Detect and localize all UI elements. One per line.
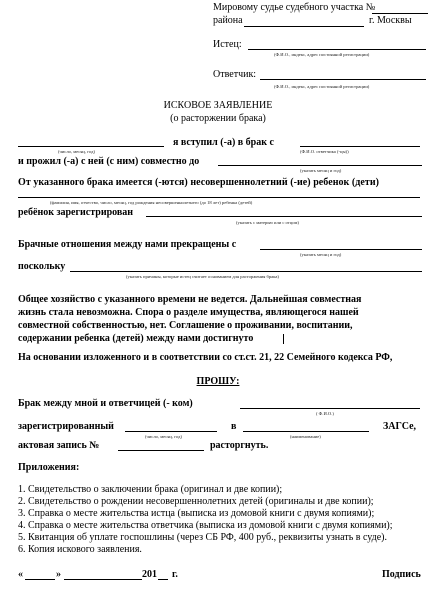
relations-ended-text: Брачные отношения между нами прекращены с — [18, 239, 237, 250]
paragraph-line-4: содержании ребенка (детей) между нами достигнуто — [18, 333, 254, 344]
zags-name-hint: (наименование) — [290, 434, 321, 439]
document-title: ИСКОВОЕ ЗАЯВЛЕНИЕ — [163, 100, 273, 111]
children-line[interactable] — [18, 197, 420, 198]
fio-hint: ( Ф.И.О.) — [316, 411, 334, 416]
because-line[interactable] — [70, 271, 422, 272]
document-subtitle: (о расторжении брака) — [170, 113, 266, 124]
registered-text: зарегистрированный — [18, 421, 114, 432]
children-hint: (фамилия, имя, отчество, число, месяц, год рождения несовершеннолетнего (до 18 лет) ребенка (детей) — [50, 200, 253, 205]
relations-ended-line[interactable] — [260, 249, 422, 250]
zags-text: ЗАГСе, — [383, 421, 417, 432]
district-label: района — [213, 15, 243, 26]
married-text: я вступил (-а) в брак с — [173, 137, 274, 148]
plaintiff-line[interactable] — [248, 49, 426, 50]
registration-date-line[interactable] — [125, 431, 217, 432]
attachment-item-3: 3. Справка о месте жительства истца (выписка из домовой книги с двумя копиями); — [18, 508, 375, 519]
registration-date-hint: (число, месяц, год) — [145, 434, 182, 439]
date-quote-open: « — [18, 569, 23, 580]
because-hint: (указать причины, которые истец считает основанием для расторжения брака) — [126, 274, 279, 279]
relations-hint: (указать месяц и год) — [300, 252, 342, 257]
year-prefix: 201 — [142, 569, 157, 580]
legal-basis: На основании изложенного и в соответствии со ст.ст. 21, 22 Семейного кодекса РФ, — [18, 352, 393, 363]
plaintiff-hint: (Ф.И.О., индекс, адрес постоянной регистрации) — [274, 52, 370, 57]
request-line-1: Брак между мной и ответчицей (- ком) — [18, 398, 193, 409]
request-heading: ПРОШУ: — [196, 376, 240, 387]
child-registered-line[interactable] — [146, 216, 422, 217]
city-label: г. Москвы — [369, 15, 412, 26]
date-quote-close: » — [56, 569, 61, 580]
attachment-item-1: 1. Свидетельство о заключении брака (оригинал и две копии); — [18, 484, 283, 495]
record-prefix: актовая запись № — [18, 440, 100, 451]
court-number-line[interactable] — [372, 13, 428, 14]
spouse-hint: (Ф.И.О. ответчика (-цы)) — [300, 149, 349, 154]
year-line[interactable] — [158, 579, 168, 580]
court-addressee: Мировому судье судебного участка № — [213, 2, 376, 13]
signature-label: Подпись — [382, 569, 421, 580]
month-line[interactable] — [64, 579, 142, 580]
lived-text: и прожил (-а) с ней (с ним) совместно до — [18, 156, 200, 167]
because-text: поскольку — [18, 261, 66, 272]
paragraph-line-1: Общее хозяйство с указанного времени не ведется. Дальнейшая совместная — [18, 294, 362, 305]
marriage-date-line[interactable] — [18, 146, 164, 147]
defendant-line[interactable] — [260, 79, 426, 80]
record-suffix: расторгнуть. — [210, 440, 269, 451]
date-hint: (число, месяц, год) — [58, 149, 95, 154]
lived-until-line[interactable] — [218, 165, 422, 166]
attachment-item-6: 6. Копия искового заявления. — [18, 544, 142, 555]
attachments-heading: Приложения: — [18, 462, 80, 473]
district-line[interactable] — [244, 26, 364, 27]
child-registered-text: ребёнок зарегистрирован — [18, 207, 134, 218]
defendant-fio-line[interactable] — [240, 408, 420, 409]
in-word: в — [231, 421, 237, 432]
year-suffix: г. — [172, 569, 178, 580]
text-cursor — [283, 334, 284, 344]
day-line[interactable] — [25, 579, 55, 580]
defendant-hint: (Ф.И.О., индекс, адрес постоянной регистрации) — [274, 84, 370, 89]
child-registered-hint: (указать с матерью или с отцом) — [236, 220, 299, 225]
children-text: От указанного брака имеется (-ются) несовершеннолетний (-ие) ребенок (дети) — [18, 177, 380, 188]
attachment-item-4: 4. Справка о месте жительства ответчика (выписка из домовой книги с двумя копиями); — [18, 520, 393, 531]
lived-hint: (указать месяц и год) — [300, 168, 342, 173]
attachment-item-5: 5. Квитанция об уплате госпошлины (через СБ РФ, 400 руб., реквизиты узнать в суде). — [18, 532, 388, 543]
defendant-label: Ответчик: — [213, 69, 257, 80]
attachment-item-2: 2. Свидетельство о рождении несовершеннолетних детей (оригиналы и две копии); — [18, 496, 374, 507]
paragraph-line-2: жизнь стала невозможна. Спора о разделе имущества, являющегося нашей — [18, 307, 359, 318]
spouse-line[interactable] — [300, 146, 420, 147]
paragraph-line-3: совместной собственностью, нет. Соглашение о проживании, воспитании, — [18, 320, 353, 331]
plaintiff-label: Истец: — [213, 39, 242, 50]
zags-name-line[interactable] — [243, 431, 369, 432]
record-number-line[interactable] — [118, 450, 204, 451]
